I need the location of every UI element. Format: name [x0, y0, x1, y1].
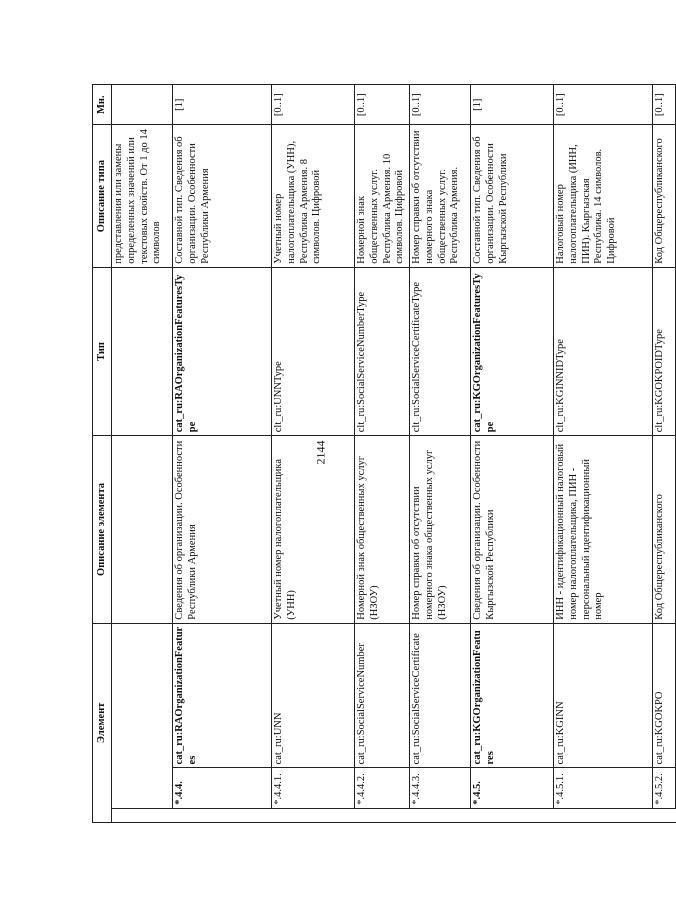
element-cell-empty: [112, 623, 173, 808]
element-description: ИНН - идентификационный налоговый номер налогоплательщика, ПИН - персональный идентификационный номер: [554, 436, 653, 623]
level-cell: [173, 808, 272, 822]
multiplicity-cell-empty: [112, 85, 173, 125]
multiplicity: [0..1]: [355, 85, 410, 125]
element-type: clt_ru:SocialServiceCertificateType: [410, 267, 471, 435]
table-row: [471, 85, 554, 823]
element-type: clt_ru:SocialServiceNumberType: [355, 267, 410, 435]
element-type: cat_ru:RAOrganizationFeaturesType: [173, 267, 272, 435]
element-description: Сведения об организации. Особенности Кыргызской Республики: [471, 436, 554, 623]
type-description: Номер справки об отсутствии номерного знака общественных услуг. Республика Армения.: [410, 125, 471, 267]
level-cell: [471, 808, 554, 822]
element-type: clt_ru:UNNType: [272, 267, 355, 435]
element-name: cat_ru:KGOrganizationFeatures: [471, 623, 554, 768]
multiplicity: [0..1]: [410, 85, 471, 125]
level-cell: [112, 808, 173, 822]
header-multiplicity: Мн.: [93, 85, 112, 125]
multiplicity: [1]: [173, 85, 272, 125]
row-number: *.4.4.3.: [410, 768, 471, 808]
element-name: cat_ru:SocialServiceNumber: [355, 623, 410, 768]
level-cell: [653, 808, 676, 822]
row-number: *.4.4.1.: [272, 768, 355, 808]
element-type: cat_ru:KGOrganizationFeaturesType: [471, 267, 554, 435]
row-number: *.4.5.1.: [554, 768, 653, 808]
level-cell: [355, 808, 410, 822]
rotated-table-container: [92, 84, 665, 823]
spec-table: [92, 84, 676, 823]
type-description: Составной тип. Сведения об организации. Особенности Кыргызской Республики: [471, 125, 554, 267]
element-type: clt_ru:KGINNIDType: [554, 267, 653, 435]
type-cell-empty: [112, 267, 173, 435]
header-element-description: Описание элемента: [93, 436, 112, 623]
table-row: [554, 85, 653, 823]
element-description: Номерной знак общественных услуг (НЗОУ): [355, 436, 410, 623]
element-description: Сведения об организации. Особенности Республики Армения: [173, 436, 272, 623]
multiplicity: [1]: [471, 85, 554, 125]
level-cell: [554, 808, 653, 822]
element-name: cat_ru:KGINN: [554, 623, 653, 768]
page-number-text: 2144: [313, 440, 328, 464]
header-type-description: Описание типа: [93, 125, 112, 267]
table-row: [173, 85, 272, 823]
level-cell: [272, 808, 355, 822]
multiplicity: [0..1]: [653, 85, 676, 125]
table-row: [410, 85, 471, 823]
type-description: Составной тип. Сведения об организации. Особенности Республики Армения: [173, 125, 272, 267]
row-number: *.4.4.2.: [355, 768, 410, 808]
type-description-cell: представления или замены определенных значений или текстовых свойств. От 1 до 14 символов: [112, 125, 173, 267]
table-row-continued: [112, 85, 173, 823]
type-description: Учетный номер налогоплательщика (УНН), Республика Армения. 8 символов. Цифровой: [272, 125, 355, 267]
table-row: [653, 85, 676, 823]
row-number: *.4.5.2.: [653, 768, 676, 808]
multiplicity: [0..1]: [554, 85, 653, 125]
element-name: cat_ru:RAOrganizationFeatures: [173, 623, 272, 768]
table-row: [272, 85, 355, 823]
type-description: Номерной знак общественных услуг. Республика Армения. 10 символов. Цифровой: [355, 125, 410, 267]
row-number: *.4.4.: [173, 768, 272, 808]
table-row: [355, 85, 410, 823]
element-description: Номер справки об отсутствии номерного знака общественных услуг (НЗОУ): [410, 436, 471, 623]
multiplicity: [0..1]: [272, 85, 355, 125]
element-name: cat_ru:KGOKPO: [653, 623, 676, 768]
type-description: Налоговый номер налогоплательщика (ИНН, ПИН). Кыргызская Республика. 14 символов. Цифровой: [554, 125, 653, 267]
header-type: Тип: [93, 267, 112, 435]
table-header-row: [93, 85, 112, 823]
element-name: cat_ru:SocialServiceCertificate: [410, 623, 471, 768]
row-number: *.4.5.: [471, 768, 554, 808]
header-element: Элемент: [93, 623, 112, 822]
element-type: clt_ru:KGOKPOIDType: [653, 267, 676, 435]
type-description: Код Общереспубликанского: [653, 125, 676, 267]
level-cell: [410, 808, 471, 822]
element-name: cat_ru:UNN: [272, 623, 355, 768]
element-description-cell-empty: [112, 436, 173, 623]
element-description: Учетный номер налогоплательщика (УНН): [272, 436, 355, 623]
element-description: Код Общереспубликанского: [653, 436, 676, 623]
